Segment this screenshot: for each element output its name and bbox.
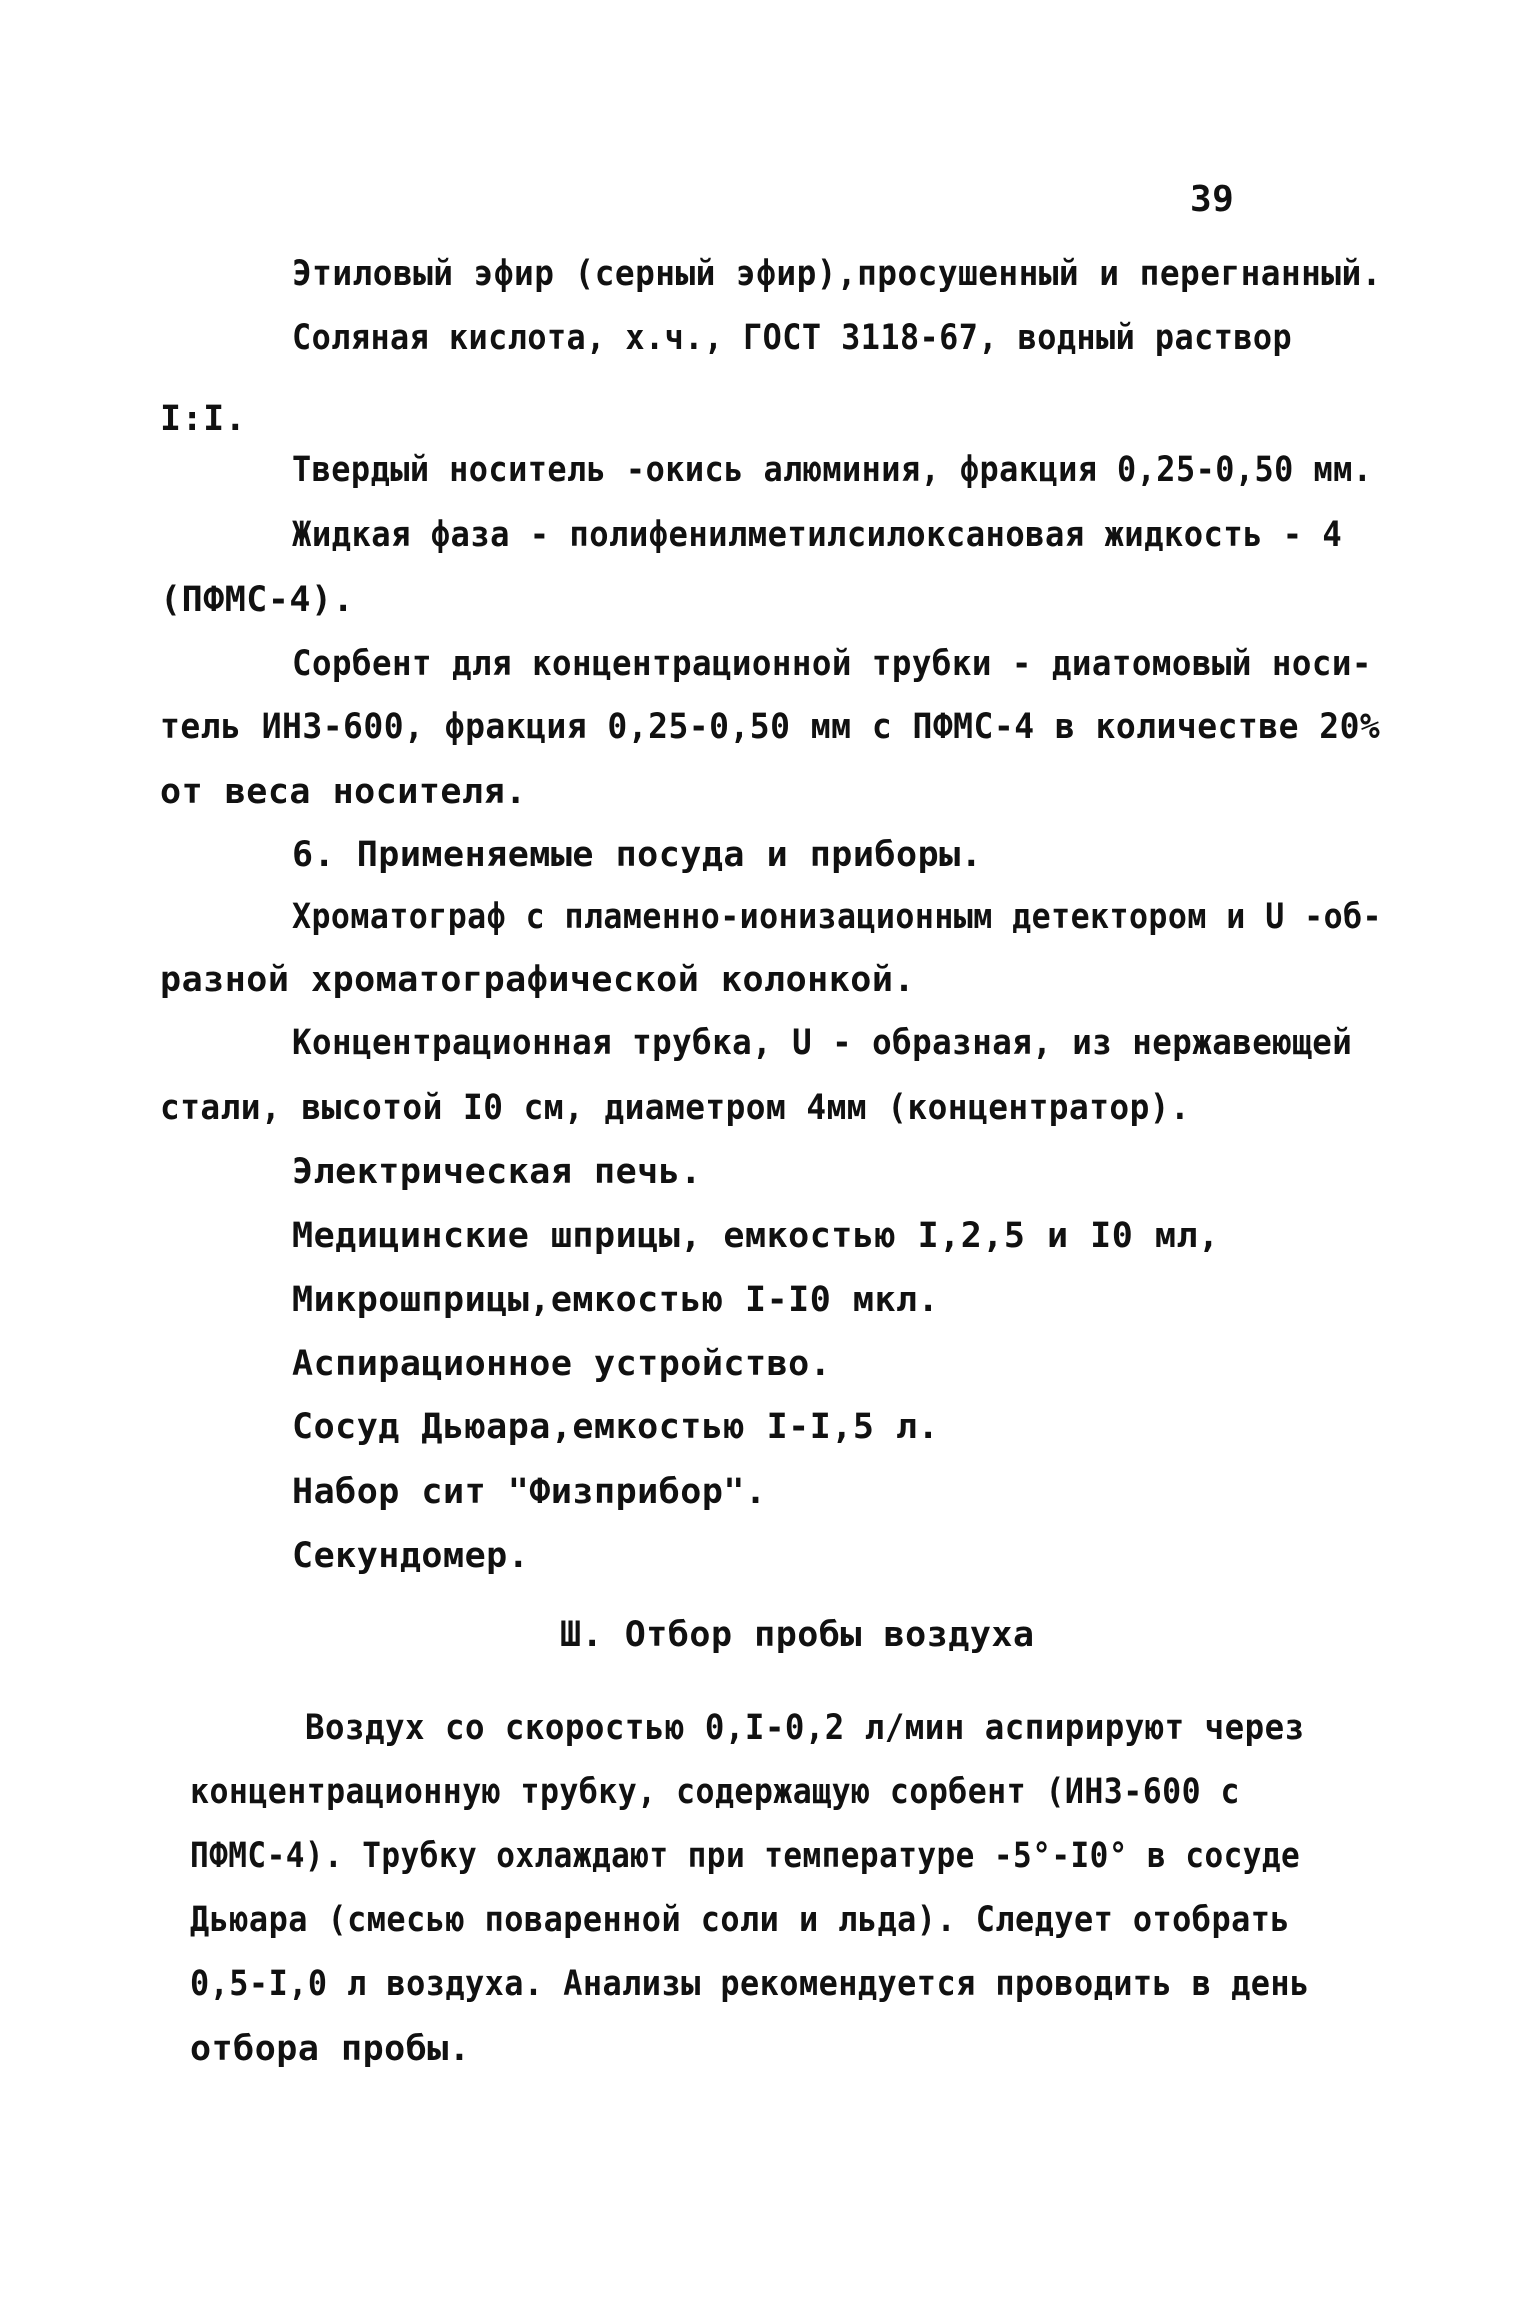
text-line-26: Дьюара (смесью поваренной соли и льда). Следует отобрать [190, 1900, 1291, 1940]
text-line-17: Микрошприцы,емкостью I-I0 мкл. [292, 1280, 940, 1320]
text-line-28: отбора пробы. [190, 2029, 471, 2069]
text-line-15: Электрическая печь. [292, 1152, 702, 1192]
text-line-23: Воздух со скоростью 0,I-0,2 л/мин аспирируют через [305, 1708, 1305, 1748]
text-line-27: 0,5-I,0 л воздуха. Анализы рекомендуется проводить в день [190, 1964, 1310, 2004]
text-line-25: ПФМС-4). Трубку охлаждают при температуре -5°-I0° в сосуде [190, 1836, 1301, 1876]
text-line-11: Хроматограф с пламенно-ионизационным детектором и U -об- [292, 897, 1383, 937]
text-line-8: тель ИНЗ-600, фракция 0,25-0,50 мм с ПФМС-4 в количестве 20% [160, 707, 1381, 747]
text-line-12: разной хроматографической колонкой. [160, 960, 916, 1000]
text-line-20: Набор сит "Физприбор". [292, 1472, 767, 1512]
text-line-7: Сорбент для концентрационной трубки - диатомовый носи- [292, 644, 1372, 684]
text-line-24: концентрационную трубку, содержащую сорбент (ИНЗ-600 с [190, 1772, 1240, 1812]
section-heading-3: Ш. Отбор пробы воздуха [560, 1615, 1035, 1655]
text-line-19: Сосуд Дьюара,емкостью I-I,5 л. [292, 1407, 940, 1447]
text-line-3: I:I. [160, 399, 247, 439]
text-line-16: Медицинские шприцы, емкостью I,2,5 и I0 мл, [292, 1216, 1220, 1256]
text-line-18: Аспирационное устройство. [292, 1344, 832, 1384]
text-line-6: (ПФМС-4). [160, 580, 355, 620]
text-line-14: стали, высотой I0 см, диаметром 4мм (концентратор). [160, 1088, 1191, 1128]
text-line-2: Соляная кислота, х.ч., ГОСТ 3118-67, водный раствор [292, 318, 1293, 358]
text-line-4: Твердый носитель -окись алюминия, фракция 0,25-0,50 мм. [292, 450, 1373, 490]
section-heading-6: 6. Применяемые посуда и приборы. [292, 835, 983, 875]
text-line-1: Этиловый эфир (серный эфир),просушенный и перегнанный. [292, 254, 1382, 294]
text-line-9: от веса носителя. [160, 772, 527, 812]
page-number: 39 [1190, 179, 1235, 220]
text-line-21: Секундомер. [292, 1536, 530, 1576]
text-line-5: Жидкая фаза - полифенилметилсилоксановая жидкость - 4 [292, 515, 1343, 555]
text-line-13: Концентрационная трубка, U - образная, из нержавеющей [292, 1023, 1353, 1063]
